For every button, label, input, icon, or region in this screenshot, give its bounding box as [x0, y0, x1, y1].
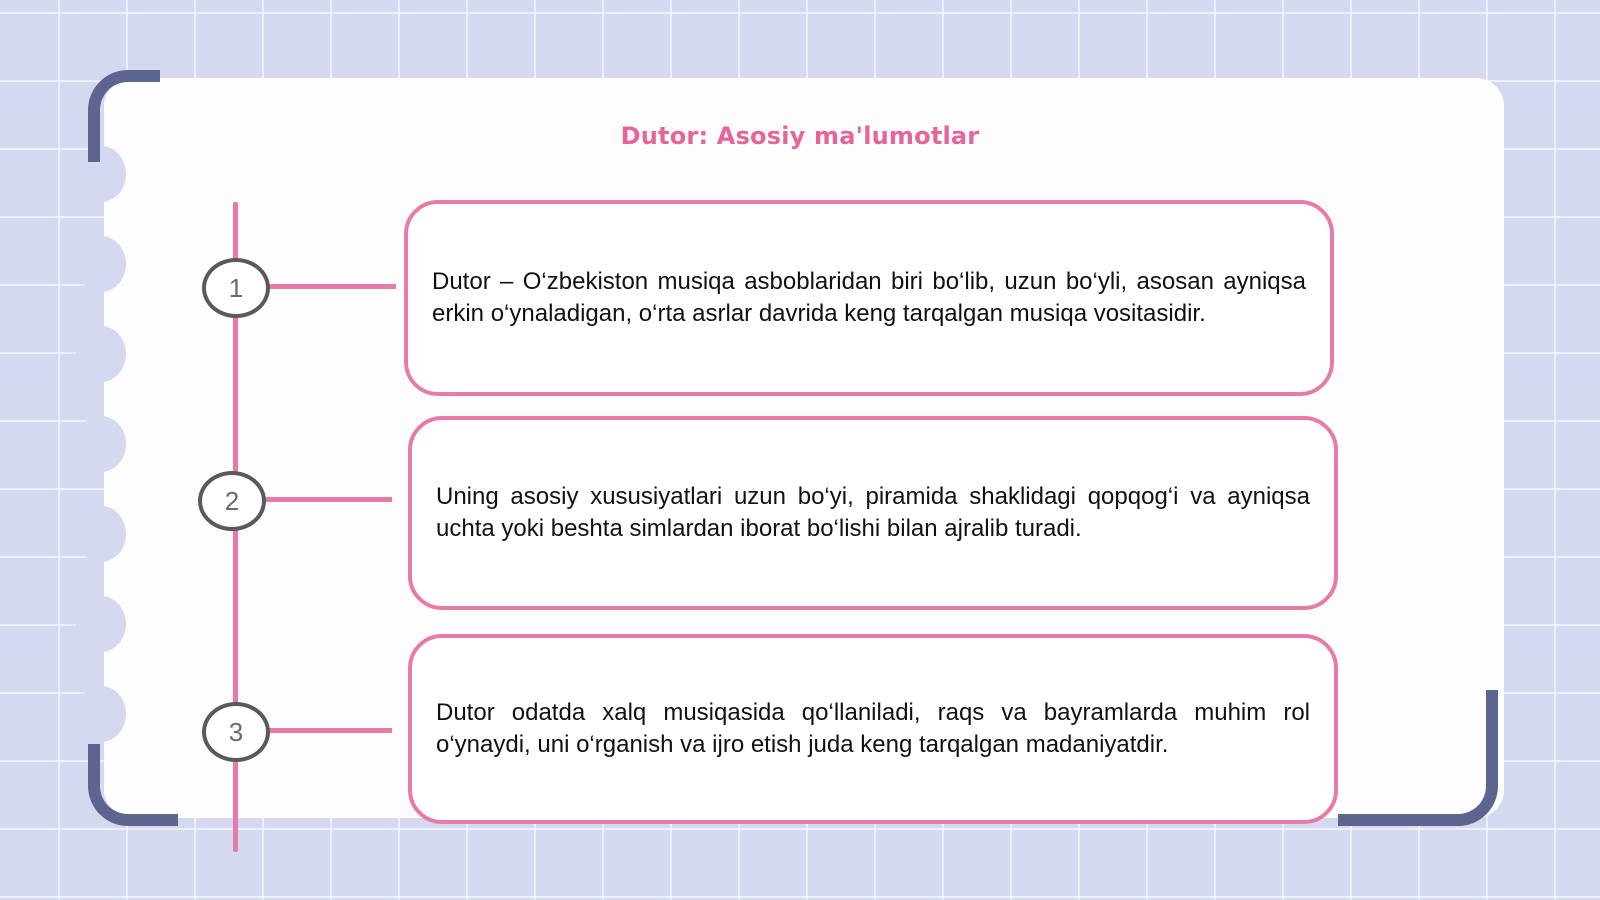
timeline-connector [268, 728, 392, 733]
step-number-2: 2 [198, 471, 266, 531]
corner-bracket-bottom-left [88, 744, 178, 826]
timeline-item-text: Dutor odatda xalq musiqasida qo‘llaniladi, raqs va bayramlarda muhim rol o‘ynaydi, uni o‘rganish va ijro etish juda keng tarqalgan madaniyatdir. [436, 699, 1310, 758]
card-scallop [76, 416, 126, 472]
step-number-1: 1 [202, 258, 270, 318]
card-scallop [76, 596, 126, 652]
card-scallop [76, 686, 126, 742]
timeline-item-text: Dutor – O‘zbekiston musiqa asboblaridan biri bo‘lib, uzun bo‘yli, asosan ayniqsa erkin o‘ynaladigan, o‘rta asrlar davrida keng tarqalgan musiqa vositasidir. [432, 268, 1306, 327]
timeline-connector [268, 284, 396, 289]
timeline-item-3 [408, 634, 1338, 824]
timeline-item-text: Uning asosiy xususiyatlari uzun bo‘yi, piramida shaklidagi qopqog‘i va ayniqsa uchta yoki beshta simlardan iborat bo‘lishi bilan ajralib turadi. [436, 483, 1310, 542]
timeline-item-2 [408, 416, 1338, 610]
step-number-3: 3 [202, 702, 270, 762]
timeline-connector [264, 497, 392, 502]
card-scallop [76, 506, 126, 562]
timeline-item-1 [404, 200, 1334, 396]
slide-title: Dutor: Asosiy ma'lumotlar [620, 122, 980, 150]
corner-bracket-bottom-right [1338, 690, 1498, 826]
card-scallop [76, 326, 126, 382]
card-scallop [76, 236, 126, 292]
